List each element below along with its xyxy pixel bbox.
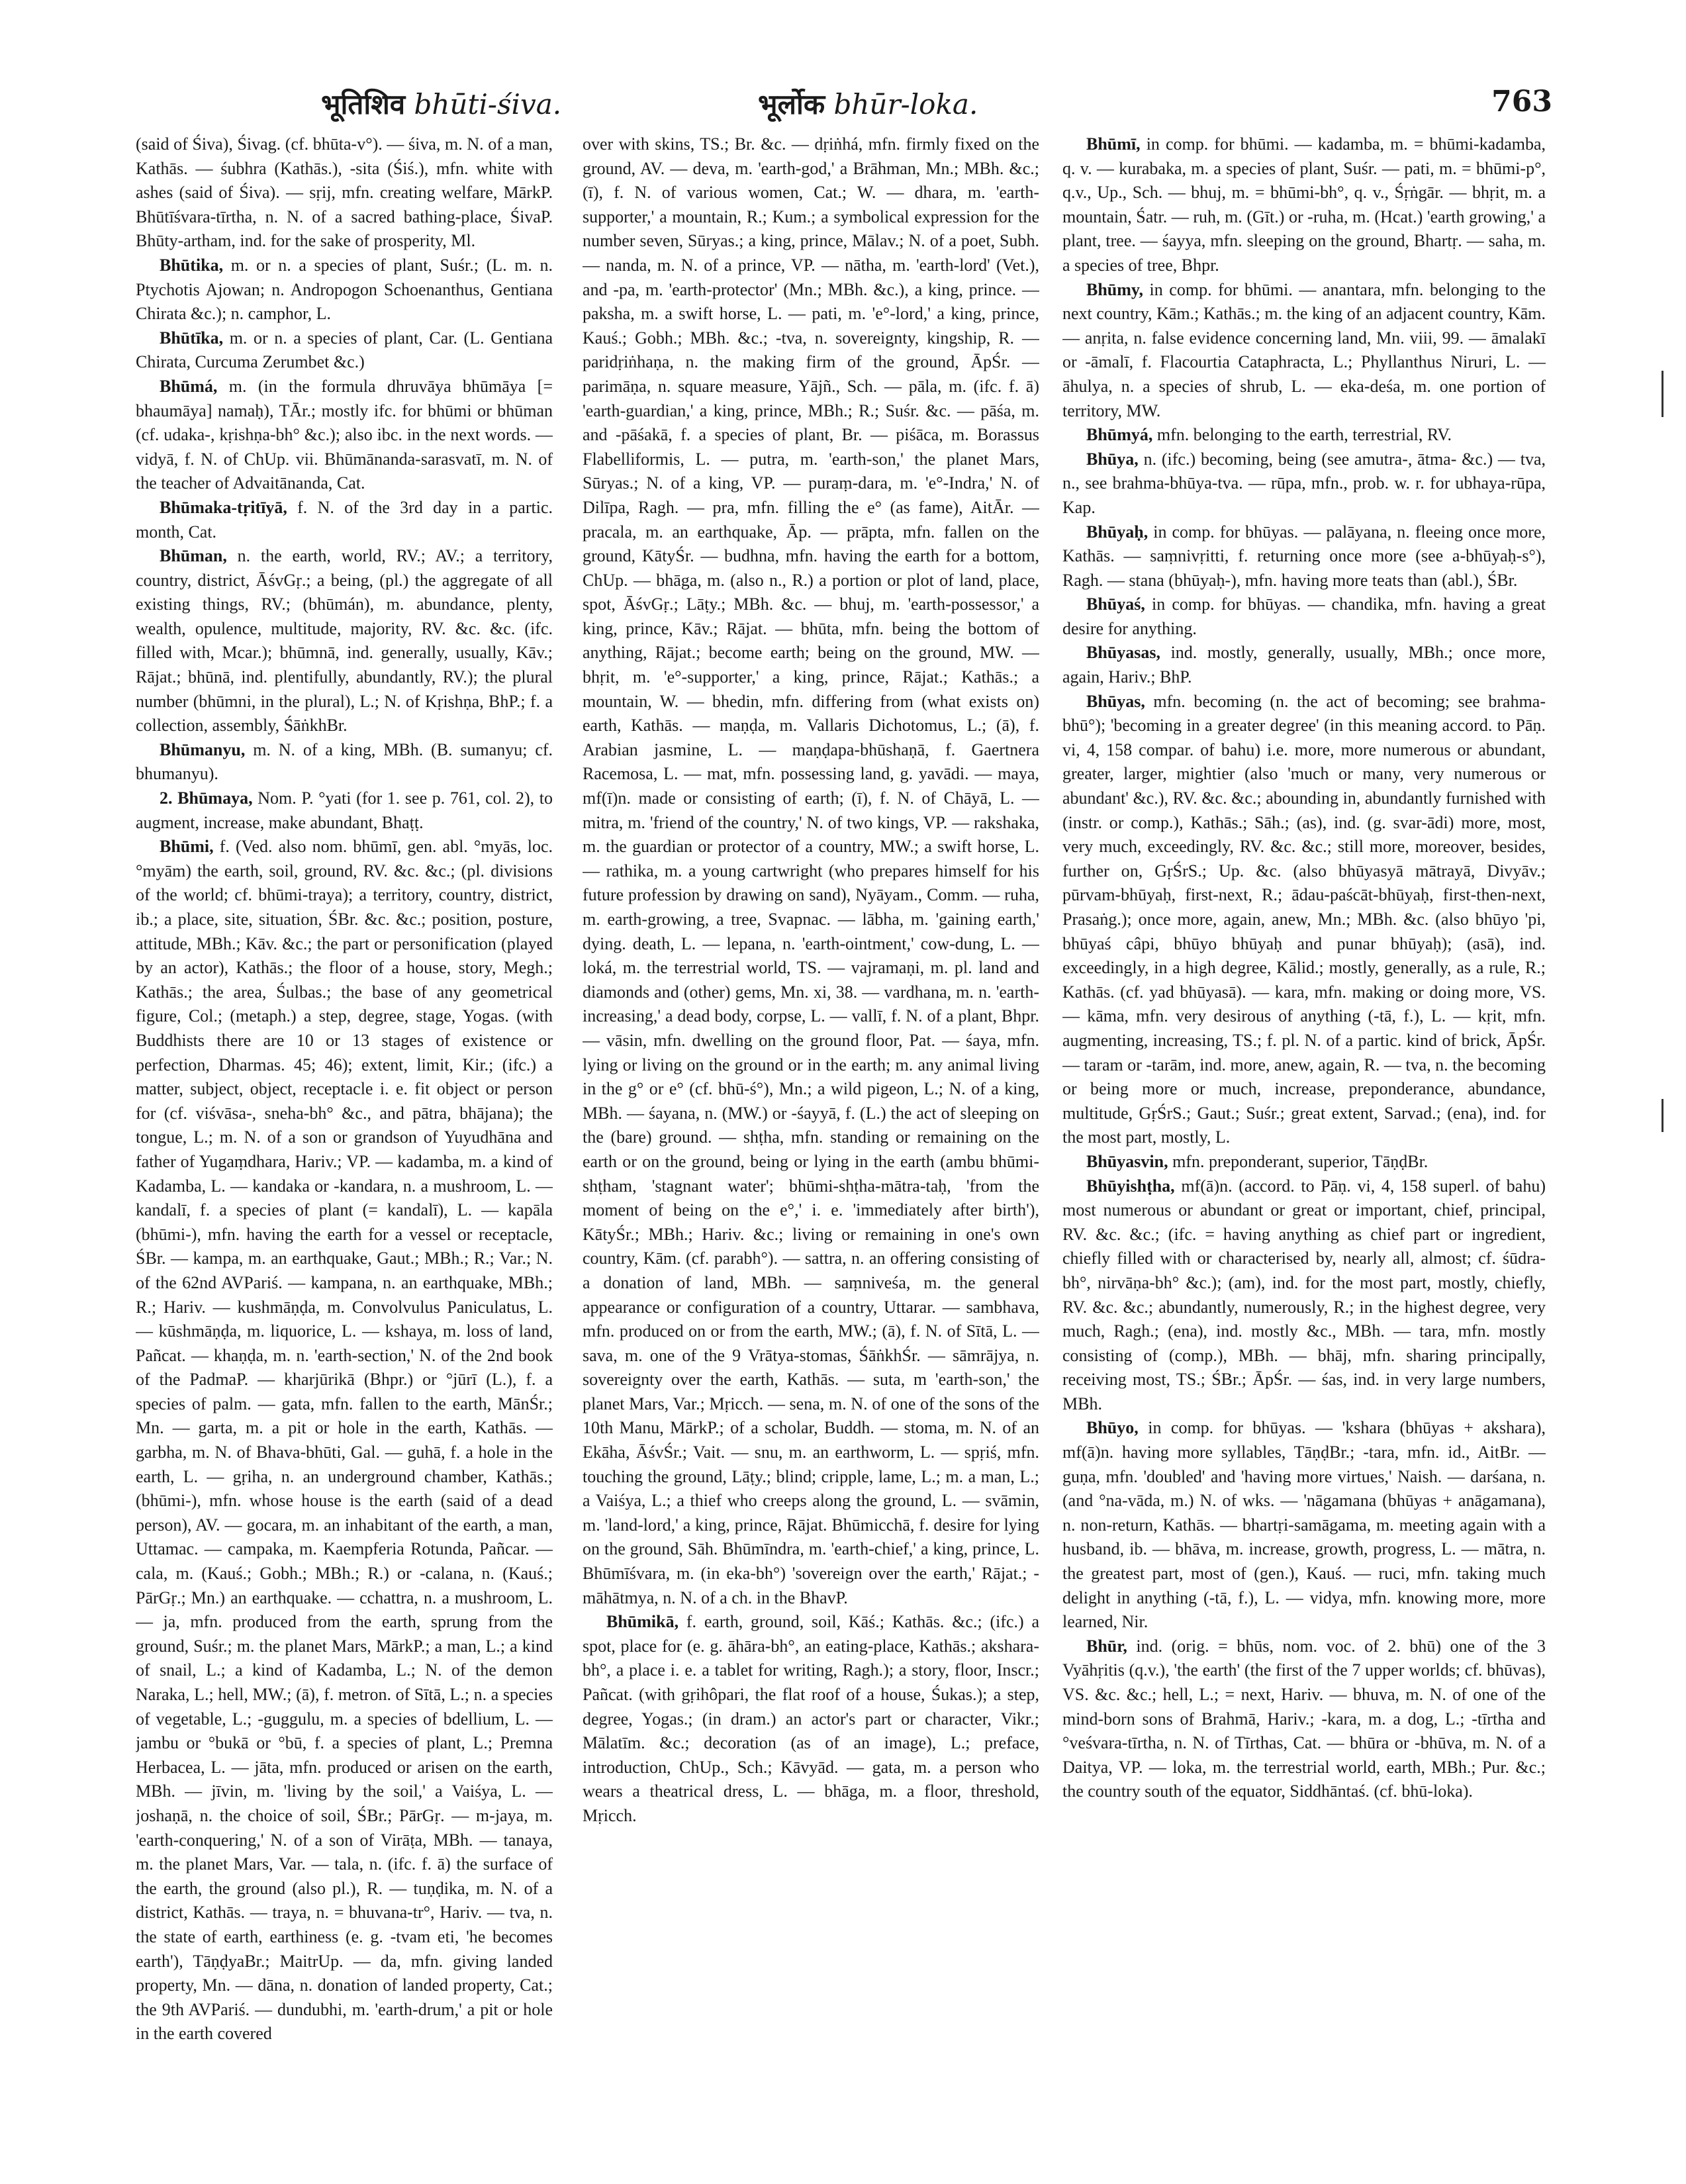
entry-text: m. N. of a king, MBh. (B. sumanyu; cf. bhumanyu).	[136, 739, 553, 784]
entry-headword: Bhūyishṭha,	[1086, 1176, 1175, 1196]
dictionary-entry	[1062, 1174, 1546, 1417]
entry-text: mf(ā)n. (accord. to Pāṇ. vi, 4, 158 superl. of bahu) most numerous or abundant or great or important, chief, principal, RV. &c. &c.; (ifc. = having anything as chief part or ingredient, chiefly filled with or characterised by, nearly all, almost; cf. śūdra-bh°, nirvāṇa-bh° &c.); (am), ind. for the most part, mostly, chiefly, RV. &c. &c.; abundantly, numerously, R.; in the highest degree, very much, Ragh.; (ena), ind. mostly &c., MBh. — tara, mfn. mostly consisting of (comp.), MBh. — bhāj, mfn. sharing principally, receiving most, TS.; ŚBr.; ĀpŚr. — śas, ind. in very large numbers, MBh.	[1062, 1176, 1546, 1413]
dictionary-entry	[136, 132, 553, 254]
margin-mark	[1662, 1099, 1663, 1132]
entry-text: ind. (orig. = bhūs, nom. voc. of 2. bhū) one of the 3 Vyāhṛitis (q.v.), 'the earth' (the first of the 7 upper worlds; cf. bhūvas), VS. &c. &c.; hell, L.; = next, Hariv. — bhuva, m. N. of one of the mind-born sons of Brahmā, Hariv.; -kara, m. a dog, L.; -tīrtha and °veśvara-tīrtha, n. N. of Tīrthas, Cat. — bhūra or -bhūva, m. N. of a Daitya, VP. — loka, m. the terrestrial world, earth, MBh.; Pur. &c.; the country south of the equator, Siddhāntaś. (cf. bhū-loka).	[1062, 1636, 1546, 1801]
dictionary-entry	[1062, 132, 1546, 278]
entry-headword: 2. Bhūmaya,	[160, 788, 253, 808]
dictionary-entry	[1062, 641, 1546, 689]
entry-headword: Bhūyaḥ,	[1086, 522, 1148, 542]
header-center-roman: bhūr-loka.	[833, 88, 978, 120]
header-left-devanagari: भूतिशिव	[321, 88, 406, 120]
entry-headword: Bhūya,	[1086, 449, 1139, 469]
entry-text: in comp. for bhūyas. — palāyana, n. fleeing once more, Kathās. — saṃnivṛitti, f. returning once more (see a-bhūyaḥ-s°), Ragh. — stana (bhūyaḥ-), mfn. having more teats than (abl.), ŚBr.	[1062, 522, 1546, 590]
dictionary-entry	[136, 326, 553, 375]
dictionary-entry	[1062, 1416, 1546, 1634]
entry-text: n. the earth, world, RV.; AV.; a territory, country, district, ĀśvGṛ.; a being, (pl.) the aggregate of all existing things, RV.; (bhūmán), m. abundance, plenty, wealth, opulence, multitude, majority, RV. &c. &c. (ifc. filled with, Mcar.); bhūmnā, ind. generally, usually, Kāv.; Rājat.; bhūnā, ind. plentifully, abundantly, RV.); the plural number (bhūmni, in the plural), L.; N. of Kṛishṇa, BhP.; f. a collection, assembly, ŚāṅkhBr.	[136, 546, 553, 736]
entry-headword: Bhūmaka-tṛitīyā,	[160, 497, 287, 517]
entry-text: mfn. belonging to the earth, terrestrial, RV.	[1156, 425, 1452, 445]
header-left-roman: bhūti-śiva.	[414, 88, 562, 120]
entry-headword: Bhūyasas,	[1086, 643, 1160, 663]
dictionary-entry	[583, 1610, 1039, 1828]
entry-text: m. (in the formula dhruvāya bhūmāya [= bhaumāya] namaḥ), TĀr.; mostly ifc. for bhūmi or bhūman (cf. udaka-, kṛishṇa-bh° &c.); also ibc. in the next words. — vidyā, f. N. of ChUp. vii. Bhūmānanda-sarasvatī, m. N. of the teacher of Advaitānanda, Cat.	[136, 376, 553, 493]
dictionary-entry	[136, 375, 553, 496]
dictionary-entry	[136, 496, 553, 544]
entry-text: f. (Ved. also nom. bhūmī, gen. abl. °myās, loc. °myām) the earth, soil, ground, RV. &c. &c.; (pl. divisions of the world; cf. bhūmi-traya); a territory, country, district, ib.; a place, site, situation, ŚBr. &c. &c.; position, posture, attitude, MBh.; Kāv. &c.; the part or personification (played by an actor), Kathās.; the floor of a house, story, Megh.; Kathās.; the area, Śulbas.; the base of any geometrical figure, Col.; (metaph.) a step, degree, stage, Yogas. (with Buddhists there are 10 or 13 stages of existence or perfection, Dharmas. 45; 46); extent, limit, Kir.; (ifc.) a matter, subject, object, receptacle i. e. fit object or person for (cf. viśvāsa-, sneha-bh° &c., and pātra, bhājana); the tongue, L.; m. N. of a son or grandson of Yuyudhāna and father of Yugaṃdhara, Hariv.; VP. — kadamba, m. a kind of Kadamba, L. — kandaka or -kandara, n. a mushroom, L. — kandalī, f. a species of plant (= kandalī), L. — kapāla (bhūmi-), mfn. having the earth for a vessel or receptacle, ŚBr. — kampa, m. an earthquake, Gaut.; MBh.; R.; Var.; N. of the 62nd AVPariś. — kampana, n. an earthquake, MBh.; R.; Hariv. — kushmāṇḍa, m. Convolvulus Paniculatus, L. — kūshmāṇḍa, m. liquorice, L. — kshaya, m. loss of land, Pañcat. — khaṇḍa, m. n. 'earth-section,' N. of the 2nd book of the PadmaP. — kharjūrikā (Bhpr.) or °jūrī (L.), f. a species of palm. — gata, mfn. fallen to the earth, MānŚr.; Mn. — garta, m. a pit or hole in the earth, Kathās. — garbha, m. N. of Bhava-bhūti, Gal. — guhā, f. a hole in the earth, L. — gṛiha, n. an underground chamber, Kathās.; (bhūmi-), mfn. whose house is the earth (said of a dead person), AV. — gocara, m. an inhabitant of the earth, a man, Uttamac. — campaka, m. Kaempferia Rotunda, Pañcar. — cala, m. (Kauś.; Gobh.; MBh.; R.) or -calana, n. (Kauś.; PārGṛ.; Mn.) an earthquake. — cchattra, n. a mushroom, L. — ja, mfn. produced from the earth, sprung from the ground, Suśr.; m. the planet Mars, MārkP.; a man, L.; a kind of snail, L.; a kind of Kadamba, L.; N. of the demon Naraka, L.; hell, MW.; (ā), f. metron. of Sītā, L.; n. a species of vegetable, L.; -guggulu, m. a species of bdellium, L. — jambu or °bukā or °bū, f. a species of plant, L.; Premna Herbacea, L. — jāta, mfn. produced or arisen on the earth, MBh. — jīvin, m. 'living by the soil,' a Vaiśya, L. — joshaṇā, n. the choice of soil, ŚBr.; PārGṛ. — m-jaya, m. 'earth-conquering,' N. of a son of Virāṭa, MBh. — tanaya, m. the planet Mars, Var. — tala, n. (ifc. f. ā) the surface of the earth, the ground (also pl.), R. — tuṇḍika, m. N. of a district, Kathās. — traya, n. = bhuvana-tr°, Hariv. — tva, n. the state of earth, earthiness (e. g. -tvam eti, 'he becomes earth'), TāṇḍyaBr.; MaitrUp. — da, mfn. giving landed property, Mn. — dāna, n. donation of landed property, Cat.; the 9th AVPariś. — dundubhi, m. 'earth-drum,' a pit or hole in the earth covered	[136, 837, 553, 2044]
dictionary-entry	[1062, 1150, 1546, 1174]
entry-text: in comp. for bhūyas. — chandika, mfn. having a great desire for anything.	[1062, 594, 1546, 638]
dictionary-entry	[1062, 520, 1546, 593]
entry-text: f. N. of the 3rd day in a partic. month, Cat.	[136, 497, 553, 542]
column-3	[1062, 132, 1546, 2158]
entry-headword: Bhūmikā,	[606, 1612, 679, 1632]
dictionary-entry	[1062, 1635, 1546, 1804]
entry-headword: Bhūr,	[1086, 1636, 1127, 1656]
entry-headword: Bhūyaś,	[1086, 594, 1145, 614]
entry-headword: Bhūmy,	[1086, 279, 1143, 299]
column-2	[583, 132, 1039, 2158]
entry-headword: Bhūmá,	[160, 376, 218, 396]
column-1	[136, 132, 553, 2158]
entry-headword: Bhūmī,	[1086, 134, 1141, 154]
dictionary-entry	[1062, 593, 1546, 641]
entry-text: f. earth, ground, soil, Kāś.; Kathās. &c.; (ifc.) a spot, place for (e. g. āhāra-bh°, an eating-place, Kathās.; akshara-bh°, a place i. e. a tablet for writing, Ragh.); a story, floor, Inscr.; Pañcat. (with gṛihôpari, the flat roof of a house, Śukas.); a step, degree, Yogas.; (in dram.) an actor's part or character, Vikr.; Mālatīm. &c.; decoration (as of an image), L.; preface, introduction, ChUp., Sch.; Kāvyād. — gata, m. a person who wears a theatrical dress, L. — bhāga, m. a floor, threshold, Mṛicch.	[583, 1612, 1039, 1825]
entry-headword: Bhūman,	[160, 546, 227, 566]
entry-text: n. (ifc.) becoming, being (see amutra-, ātma- &c.) — tva, n., see brahma-bhūya-tva. — rūpa, mfn., prob. w. r. for ubhaya-rūpa, Kap.	[1062, 449, 1546, 517]
entry-text: Nom. P. °yati (for 1. see p. 761, col. 2), to augment, increase, make abundant, Bhaṭṭ.	[136, 788, 553, 832]
entry-text: in comp. for bhūmi. — anantara, mfn. belonging to the next country, Kām.; Kathās.; m. the king of an adjacent country, Kām. — anṛita, n. false evidence concerning land, Mn. viii, 99. — āmalakī or -āmalī, f. Flacourtia Cataphracta, L.; Phyllanthus Niruri, L. — āhulya, n. a species of shrub, L. — eka-deśa, m. one portion of territory, MW.	[1062, 279, 1546, 420]
dictionary-entry	[136, 254, 553, 326]
dictionary-entry	[1062, 690, 1546, 1150]
entry-headword: Bhūyas,	[1086, 691, 1145, 711]
entry-text: in comp. for bhūmi. — kadamba, m. = bhūmi-kadamba, q. v. — kurabaka, m. a species of plant, Suśr. — pati, m. = bhūmi-p°, q.v., Up., Sch. — bhuj, m. = bhūmi-bh°, q. v., Śṛṅgār. — bhṛit, m. a mountain, Śatr. — ruh, m. (Gīt.) or -ruha, m. (Hcat.) 'earth growing,' a plant, tree. — śayya, mfn. sleeping on the ground, Bhartṛ. — saha, m. a species of tree, Bhpr.	[1062, 134, 1546, 275]
entry-headword: Bhūmanyu,	[160, 739, 246, 759]
margin-mark	[1662, 371, 1663, 417]
entry-headword: Bhūyo,	[1086, 1418, 1139, 1438]
entry-text: m. or n. a species of plant, Car. (L. Gentiana Chirata, Curcuma Zerumbet &c.)	[136, 328, 553, 372]
entry-text: mfn. becoming (n. the act of becoming; see brahma-bhū°); 'becoming in a greater degree' (in this meaning accord. to Pāṇ. vi, 4, 158 compar. of bahu) i.e. more, more numerous or abundant, greater, larger, mightier (also 'much or many, very numerous or abundant' &c.), RV. &c. &c.; abounding in, abundantly furnished with (instr. or comp.), Kathās.; Sāh.; (as), ind. (g. svar-ādi) more, most, very much, exceedingly, RV. &c. &c.; still more, moreover, besides, further on, GṛŚrS.; Up. &c. (also bhūyasyā mātrayā, Divyāv.; pūrvam-bhūyaḥ, first-next, R.; ādau-paścāt-bhūyaḥ, first-then-next, Prasaṅg.); once more, again, anew, Mn.; MBh. &c. (also bhūyo 'pi, bhūyaś câpi, bhūyo bhūyaḥ and punar bhūyaḥ); (asā), ind. exceedingly, in a high degree, Kālid.; mostly, generally, as a rule, R.; Kathās. (cf. yad bhūyasā). — kara, mfn. making or doing more, VS. — kāma, mfn. very desirous of anything (-tā, f.), L. — kṛit, mfn. augmenting, increasing, TS.; f. pl. N. of a partic. kind of brick, ĀpŚr. — taram or -tarām, ind. more, anew, again, R. — tva, n. the becoming or being more or much, increase, preponderance, abundance, multitude, GṛŚrS.; Gaut.; Suśr.; great extent, Sarvad.; (ena), ind. for the most part, mostly, L.	[1062, 691, 1546, 1147]
dictionary-entry	[136, 544, 553, 738]
header-left	[321, 85, 561, 122]
dictionary-entry	[136, 738, 553, 786]
entry-text: over with skins, TS.; Br. &c. — dṛiṅhá, mfn. firmly fixed on the ground, AV. — deva, m. 'earth-god,' a Brāhman, Mn.; MBh. &c.; (ī), f. N. of various women, Cat.; W. — dhara, m. 'earth-supporter,' a mountain, R.; Kum.; a symbolical expression for the number seven, Sūryas.; a king, prince, Mālav.; N. of a poet, Subh. — nanda, m. N. of a prince, VP. — nātha, m. 'earth-lord' (Vet.), and -pa, m. 'earth-protector' (Mn.; MBh. &c.), a king, prince. — paksha, m. a swift horse, L. — pati, m. 'e°-lord,' a king, prince, Kauś.; Gobh.; MBh. &c.; -tva, n. sovereignty, kingship, R. — paridṛiṅhaṇa, n. the making firm of the ground, ĀpŚr. — parimāṇa, n. square measure, Yājñ., Sch. — pāla, m. (ifc. f. ā) 'earth-guardian,' a king, prince, MBh.; R.; Suśr. &c. — pāśa, m. and -pāśakā, f. a species of plant, Br. — piśāca, m. Borassus Flabelliformis, L. — putra, m. 'earth-son,' the planet Mars, Sūryas.; N. of a king, VP. — puraṃ-dara, m. 'e°-Indra,' N. of Dilīpa, Ragh. — pra, mfn. filling the e° (as fame), AitĀr. — pracala, m. an earthquake, Āp. — prāpta, mfn. fallen on the ground, KātyŚr. — budhna, mfn. having the earth for a bottom, ChUp. — bhāga, m. (also n., R.) a portion or plot of land, place, spot, ĀśvGṛ.; Lāṭy.; MBh. &c. — bhuj, m. 'earth-possessor,' a king, prince, Kāv.; Rājat. — bhūta, mfn. being the bottom of anything, Rājat.; become earth; being on the ground, MW. — bhṛit, m. 'e°-supporter,' a king, prince, Rājat.; Kathās.; a mountain, W. — bhedin, mfn. differing from (what exists on) earth, Kathās. — maṇḍa, m. Vallaris Dichotomus, L.; (ā), f. Arabian jasmine, L. — maṇḍapa-bhūshaṇā, f. Gaertnera Racemosa, L. — mat, mfn. possessing land, g. yavādi. — maya, mf(ī)n. made or consisting of earth; (ī), f. N. of Chāyā, L. — mitra, m. 'friend of the country,' N. of two kings, VP. — rakshaka, m. the guardian or protector of a country, MW.; a swift horse, L. — rathika, m. a young cartwright (who prepares himself for his future profession by drawing on sand), Nyāyam., Comm. — ruha, m. earth-growing, a tree, Svapnac. — lābha, m. 'gaining earth,' dying. death, L. — lepana, n. 'earth-ointment,' cow-dung, L. — loká, m. the terrestrial world, TS. — vajramaṇi, m. pl. land and diamonds and (other) gems, Mn. xi, 38. — vardhana, m. n. 'earth-increasing,' a dead body, corpse, L. — vallī, f. N. of a plant, Bhpr. — vāsin, mfn. dwelling on the ground floor, Pat. — śaya, mfn. lying or living on the ground or in the earth; m. any animal living in the g° or e° (cf. bhū-ś°), Mn.; a wild pigeon, L.; N. of a king, MBh. — śayana, n. (MW.) or -śayyā, f. (L.) the act of sleeping on the (bare) ground. — shṭha, mfn. standing or remaining on the earth or on the ground, being or lying in the earth (ambu bhūmi-shṭham, 'stagnant water'; bhūmi-shṭha-mātra-taḥ, 'from the moment of being on the e°,' i. e. 'immediately after birth'), KātyŚr.; MBh.; Hariv. &c.; living or remaining in one's own country, Kām. (cf. parabh°). — sattra, n. an offering consisting of a donation of land, MBh. — saṃniveśa, m. the general appearance or configuration of a country, Uttarar. — sambhava, mfn. produced on or from the earth, MW.; (ā), f. N. of Sītā, L. — sava, m. one of the 9 Vrātya-stomas, ŚāṅkhŚr. — sāmrājya, n. sovereignty over the earth, Kathās. — suta, m 'earth-son,' the planet Mars, Var.; Mṛicch. — sena, m. N. of one of the sons of the 10th Manu, MārkP.; of a scholar, Buddh. — stoma, m. N. of an Ekāha, ĀśvŚr.; Vait. — snu, m. an earthworm, L. — spṛiś, mfn. touching the ground, Lāṭy.; blind; cripple, lame, L.; m. a man, L.; a Vaiśya, L.; a thief who creeps along the ground, L. — svāmin, m. 'land-lord,' a king, prince, Rājat. Bhūmicchā, f. desire for lying on the ground, Sāh. Bhūmīndra, m. 'earth-chief,' a king, prince, L. Bhūmīśvara, m. (in eka-bh°) 'sovereign over the earth,' Rājat.; -māhātmya, n. N. of a ch. in the BhavP.	[583, 134, 1039, 1607]
entry-headword: Bhūtika,	[160, 255, 224, 275]
entry-text: mfn. preponderant, superior, TāṇḍBr.	[1172, 1151, 1428, 1171]
dictionary-entry	[583, 132, 1039, 1610]
header-center	[758, 85, 978, 122]
entry-headword: Bhūyasvin,	[1086, 1151, 1168, 1171]
entry-text: m. or n. a species of plant, Suśr.; (L. m. n. Ptychotis Ajowan; n. Andropogon Schoenanthus, Gentiana Chirata &c.); n. camphor, L.	[136, 255, 553, 324]
dictionary-entry	[136, 786, 553, 835]
entry-text: (said of Śiva), Śivag. (cf. bhūta-v°). — śiva, m. N. of a man, Kathās. — śubhra (Kathās.), -sita (Śiś.), mfn. white with ashes (said of Śiva). — sṛij, mfn. creating welfare, MārkP. Bhūtīśvara-tīrtha, n. N. of a sacred bathing-place, ŚivaP. Bhūty-artham, ind. for the sake of prosperity, Ml.	[136, 134, 553, 251]
entry-text: ind. mostly, generally, usually, MBh.; once more, again, Hariv.; BhP.	[1062, 643, 1546, 687]
header-center-devanagari: भूर्लोक	[758, 88, 825, 120]
dictionary-entry	[1062, 423, 1546, 448]
page-number: 763	[1491, 85, 1552, 119]
entry-headword: Bhūtīka,	[160, 328, 224, 348]
entry-text: in comp. for bhūyas. — 'kshara (bhūyas + akshara), mf(ā)n. having more syllables, TāṇḍBr.; -tara, mfn. id., AitBr. — guṇa, mfn. 'doubled' and 'having more virtues,' Naish. — darśana, n. (and °na-vāda, m.) N. of wks. — 'nāgamana (bhūyas + anāgamana), n. non-return, Kathās. — bhartṛi-samāgama, m. meeting again with a husband, ib. — bhāva, m. increase, growth, progress, L. — mātra, n. the greatest part, most of (gen.), Kauś. — ruci, mfn. taking much delight in anything (-tā, f.), L. — vidya, mfn. knowing more, more learned, Nir.	[1062, 1418, 1546, 1632]
dictionary-entry	[1062, 278, 1546, 424]
entry-headword: Bhūmyá,	[1086, 425, 1153, 445]
entry-headword: Bhūmi,	[160, 837, 214, 857]
dictionary-entry	[136, 835, 553, 2046]
dictionary-entry	[1062, 448, 1546, 520]
